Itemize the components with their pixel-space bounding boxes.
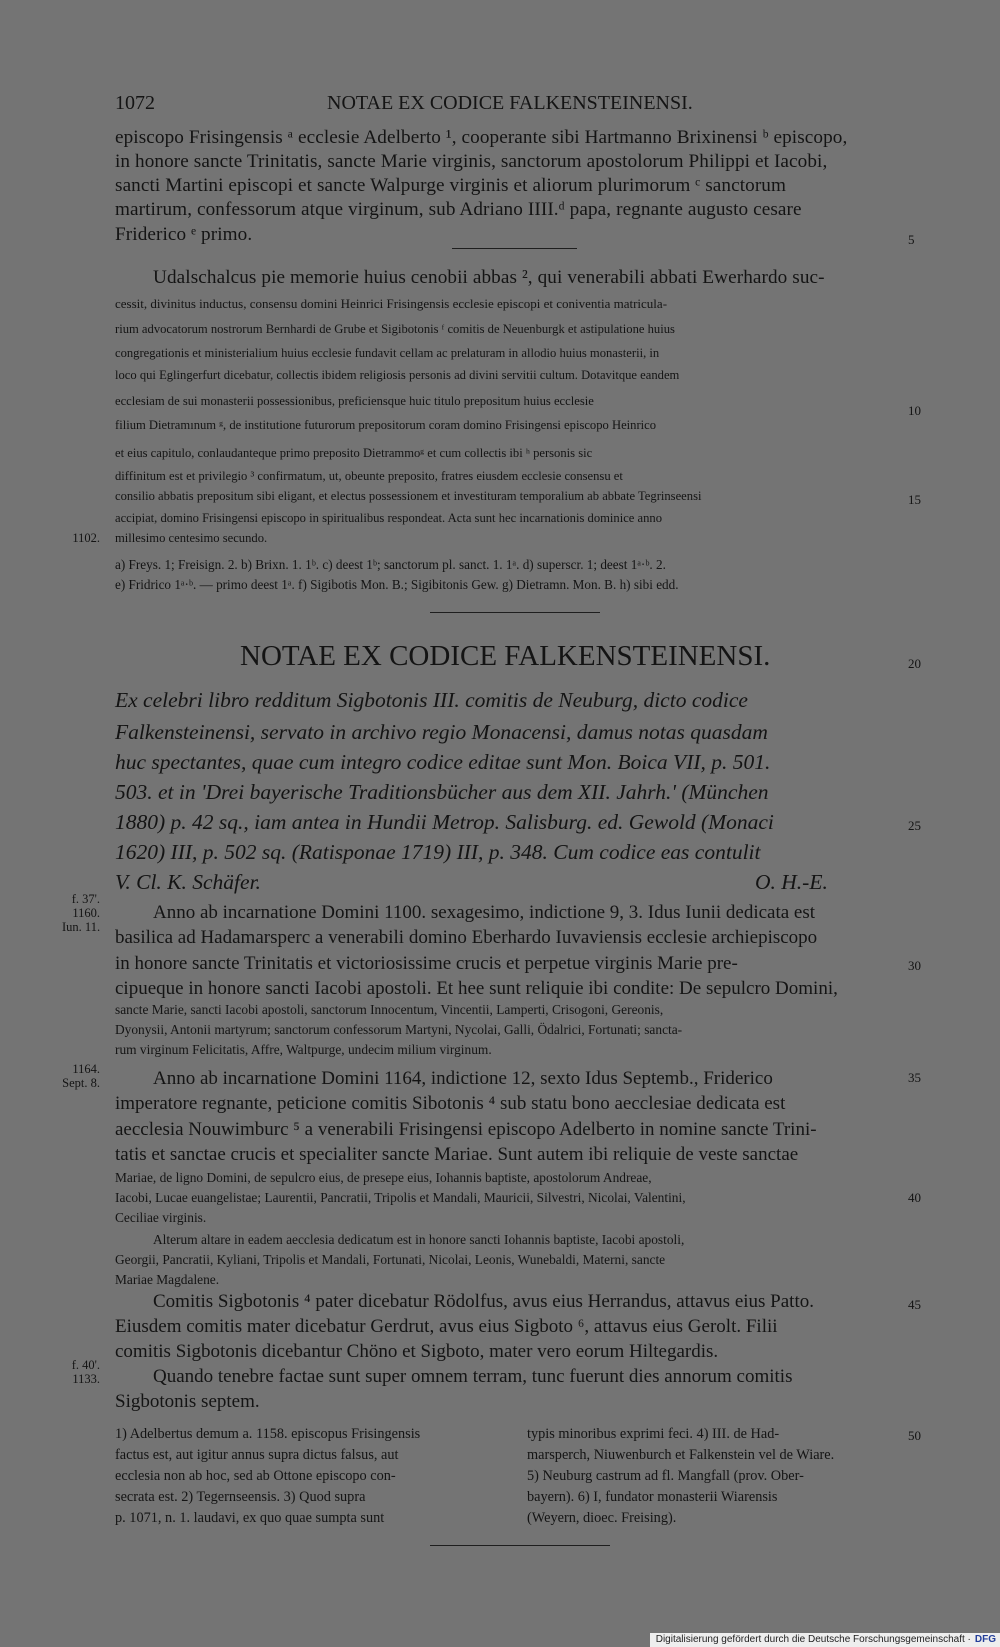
dfg-logo-icon: DFG [974,1634,996,1645]
intro-line: Ex celebri libro redditum Sigbotonis III. comitis de Neuburg, dicto codice [115,688,748,712]
separator-rule [430,612,600,613]
text-line: Iacobi, Lucae euangelistae; Laurentii, Pancratii, Tripolis et Mandali, Mauricii, Silvestri, Nicolai, Valentini, [115,1190,686,1205]
margin-year: 1133. [72,1372,100,1386]
apparatus-line: e) Fridrico 1ᵃ·ᵇ. — primo deest 1ᵃ. f) Sigibotis Mon. B.; Sigibitonis Gew. g) Dietramn. Mon. B. h) sibi edd. [115,577,679,592]
margin-folio: f. 37'. [71,892,100,906]
text-line: episcopo Frisingensis ᵃ ecclesie Adelberto ¹, cooperante sibi Hartmanno Brixinensi ᵇ episcopo, [115,127,848,148]
text-line: accipiat, domino Frisingensi episcopo in spiritualibus respondeat. Acta sunt hec incarnationis dominice anno [115,511,663,525]
footnote-line: p. 1071, n. 1. laudavi, ex quo quae sumpta sunt [115,1510,385,1526]
digitization-footer [650,1633,1000,1647]
separator-rule [430,1545,610,1546]
footnote-line: (Weyern, dioec. Freising). [527,1510,677,1526]
text-line: comitis Sigbotonis dicebantur Chöno et Sigboto, mater vero eorum Hiltegardis. [115,1341,719,1362]
text-line: filium Dietramınum ᵍ, de institutione futurorum prepositorum coram domino Frisingensi episcopo Heinrico [115,418,657,432]
text-line: tatis et sanctae crucis et specialiter sancte Mariae. Sunt autem ibi reliquie de veste sanctae [115,1144,799,1165]
text-line: Mariae, de ligno Domini, de sepulcro eius, de presepe eius, Iohannis baptiste, apostolorum Andreae, [115,1170,652,1185]
text-line: rium advocatorum nostrorum Bernhardi de Grube et Sigibotonis ᶠ comitis de Neuenburgk et astipulatione huius [115,322,675,336]
text-line: Mariae Magdalene. [115,1272,220,1287]
text-line: imperatore regnante, peticione comitis Sibotonis ⁴ sub statu bono aecclesiae dedicata est [115,1093,786,1114]
text-line: Quando tenebre factae sunt super omnem terram, tunc fuerunt dies annorum comitis [153,1366,793,1387]
text-line: sancte Marie, sancti Iacobi apostoli, sanctorum Innocentum, Vincentii, Lamperti, Crisogoni, Gereonis, [115,1002,664,1017]
margin-date: Sept. 8. [62,1076,100,1090]
line-number: 50 [908,1428,921,1443]
text-line: Alterum altare in eadem aecclesia dedicatum est in honore sancti Iohannis baptiste, Iacobi apostoli, [153,1232,685,1247]
intro-line: 1620) III, p. 502 sq. (Ratisponae 1719) III, p. 348. Cum codice eas contulit [115,840,761,864]
page-number: 1072 [115,92,155,114]
separator-rule [452,248,577,249]
margin-date: Iun. 11. [62,920,101,934]
intro-line: V. Cl. K. Schäfer. [115,870,261,894]
line-number: 45 [908,1297,921,1312]
text-line: Comitis Sigbotonis ⁴ pater dicebatur Rödolfus, avus eius Herrandus, attavus eius Patto. [153,1291,814,1312]
text-line: loco qui Eglingerfurt dicebatur, collectis ibidem religiosis personis ad divini servitii cultum. Dotavitque eandem [115,368,680,382]
footnote-line: 1) Adelbertus demum a. 1158. episcopus Frisingensis [115,1426,421,1442]
text-line: sancti Martini episcopi et sancte Walpurge virginis et aliorum plurimorum ᶜ sanctorum [115,175,787,196]
text-line: Georgii, Pancratii, Kyliani, Tripolis et Mandali, Fortunati, Nicolai, Leonis, Wunebaldi, Materni, sancte [115,1252,666,1267]
text-line: aecclesia Nouwimburc ⁵ a venerabili Frisingensi episcopo Adelberto in nomine sancte Trini- [115,1119,817,1140]
text-line: Ceciliae virginis. [115,1210,207,1225]
intro-line: 503. et in 'Drei bayerische Traditionsbücher aus dem XII. Jahrh.' (München [115,780,769,804]
text-line: basilica ad Hadamarsperc a venerabili domino Eberhardo Iuvaviensis ecclesie archiepiscopo [115,927,818,948]
margin-year: 1160. [72,906,100,920]
footnote-line: bayern). 6) I, fundator monasterii Wiarensis [527,1489,778,1505]
footnote-line: secrata est. 2) Tegernseensis. 3) Quod supra [115,1489,366,1505]
footnote-line: 5) Neuburg castrum ad fl. Mangfall (prov. Ober- [527,1468,804,1484]
line-number: 5 [908,232,915,247]
text-line: congregationis et ministerialium huius ecclesie fundavit cellam ac prelaturam in allodio huius monasterii, in [115,346,660,360]
intro-line: Falkensteinensi, servato in archivo regio Monacensi, damus notas quasdam [115,720,768,744]
line-number: 15 [908,492,921,507]
footnote-line: typis minoribus exprimi feci. 4) III. de Had- [527,1426,780,1442]
text-line: cessit, divinitus inductus, consensu domini Heinrici Frisingensis ecclesie episcopi et coniventia matricula- [115,296,668,311]
text-line: in honore sancte Trinitatis, sancte Marie virginis, sanctorum apostolorum Philippi et Iacobi, [115,151,828,172]
text-line: Udalschalcus pie memorie huius cenobii abbas ², qui venerabili abbati Ewerhardo suc- [153,267,825,288]
line-number: 25 [908,818,921,833]
text-line: consilio abbatis prepositum sibi eligant, et electus possessionem et investituram temporalium ab abbate Tegrinseensi [115,489,702,503]
text-line: millesimo centesimo secundo. [115,531,268,545]
intro-line: 1880) p. 42 sq., iam antea in Hundii Metrop. Salisburg. ed. Gewold (Monaci [115,810,774,834]
text-line: Dyonysii, Antonii martyrum; sanctorum confessorum Martyni, Nycolai, Galli, Ödalrici, Fortunati; sancta- [115,1022,683,1037]
text-line: Eiusdem comitis mater dicebatur Gerdrut, avus eius Sigboto ⁶, attavus eius Gerolt. Filii [115,1316,778,1337]
margin-year: 1164. [72,1062,100,1076]
line-number: 35 [908,1070,921,1085]
text-line: rum virginum Felicitatis, Affre, Waltpurge, undecim milium virginum. [115,1042,492,1057]
apparatus-line: a) Freys. 1; Freisign. 2. b) Brixn. 1. 1ᵇ. c) deest 1ᵇ; sanctorum pl. sanct. 1. 1ᵃ. d) superscr. 1; deest 1ᵃ·ᵇ. 2. [115,557,666,572]
line-number: 20 [908,656,921,671]
text-line: et eius capitulo, conlaudanteque primo preposito Dietrammoᵍ et cum collectis ibi ʰ personis sic [115,446,593,460]
section-title: NOTAE EX CODICE FALKENSTEINENSI. [240,640,771,672]
footnote-line: ecclesia non ab hoc, sed ab Ottone episcopo con- [115,1468,396,1484]
text-line: cipueque in honore sancti Iacobi apostoli. Et hee sunt reliquie ibi condite: De sepulcro Domini, [115,978,838,999]
footer-text: Digitalisierung gefördert durch die Deutsche Forschungsgemeinschaft · [655,1634,971,1645]
line-number: 30 [908,958,921,973]
text-line: ecclesiam de sui monasterii possessionibus, preficiensque huic titulo prepositum huius ecclesie [115,394,594,408]
margin-year: 1102. [72,531,100,545]
margin-folio: f. 40'. [71,1358,100,1372]
text-line: martirum, confessorum atque virginum, sub Adriano IIII.ᵈ papa, regnante augusto cesare [115,199,802,220]
text-line: Anno ab incarnatione Domini 1100. sexagesimo, indictione 9, 3. Idus Iunii dedicata est [153,902,816,923]
line-number: 10 [908,403,921,418]
intro-signature: O. H.-E. [755,870,828,894]
text-line: Friderico ᵉ primo. [115,224,253,245]
text-line: Sigbotonis septem. [115,1391,260,1412]
footnote-line: factus est, aut igitur annus supra dictus falsus, aut [115,1447,399,1463]
intro-line: huc spectantes, quae cum integro codice editae sunt Mon. Boica VII, p. 501. [115,750,771,774]
line-number: 40 [908,1190,921,1205]
text-line: Anno ab incarnatione Domini 1164, indictione 12, sexto Idus Septemb., Friderico [153,1068,773,1089]
running-title: NOTAE EX CODICE FALKENSTEINENSI. [327,92,693,114]
text-line: diffinitum est et privilegio ³ confirmatum, ut, obeunte preposito, fratres eiusdem ecclesie consensu et [115,469,623,483]
text-line: in honore sancte Trinitatis et victoriosissime crucis et perpetue virginis Marie pre- [115,953,738,974]
footnote-line: marsperch, Niuwenburch et Falkenstein vel de Wiare. [527,1447,835,1463]
